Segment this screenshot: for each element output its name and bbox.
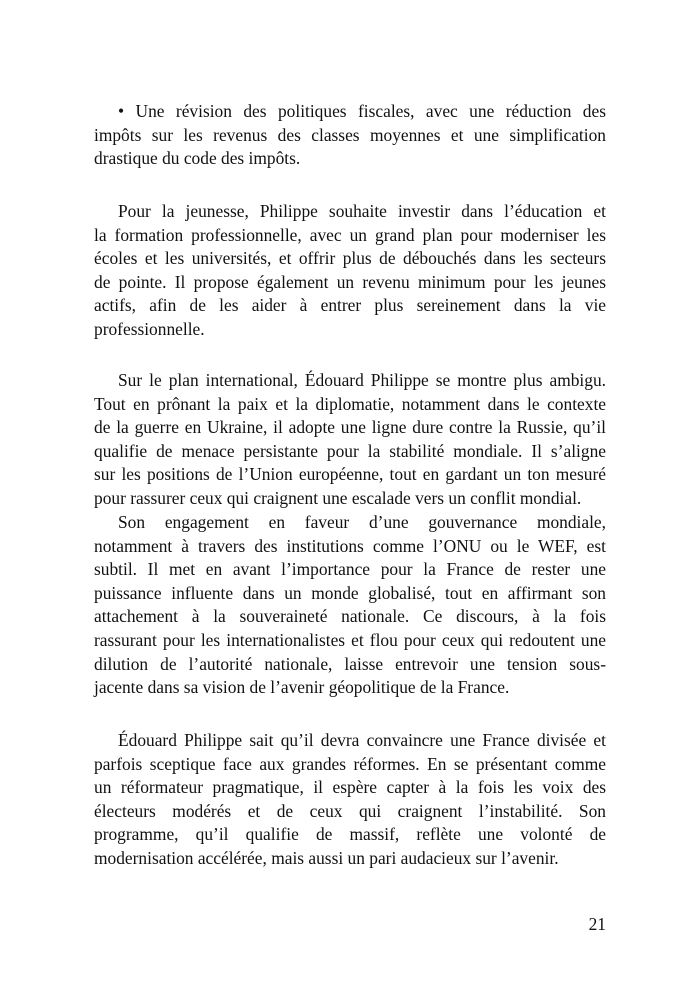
text-line: sur les positions de l’Union européenne, tout en gardant un ton mesuré	[94, 464, 606, 485]
text-line: impôts sur les revenus des classes moyennes et une simplification	[94, 124, 606, 145]
text-line: Tout en prônant la paix et la diplomatie, notamment dans le contexte	[94, 393, 606, 414]
paragraph	[94, 369, 606, 511]
text-line: parfois sceptique face aux grandes réformes. En se présentant comme	[94, 753, 606, 774]
paragraph	[94, 200, 606, 342]
text-line: un réformateur pragmatique, il espère capter à la fois les voix des	[94, 777, 606, 798]
text-line: qualifie de menace persistante pour la stabilité mondiale. Il s’aligne	[94, 440, 606, 461]
text-line: la formation professionnelle, avec un grand plan pour moderniser les	[94, 224, 606, 245]
paragraph	[94, 729, 606, 871]
paragraph	[94, 100, 606, 171]
text-line: • Une révision des politiques fiscales, avec une réduction des	[118, 101, 606, 121]
text-line: Pour la jeunesse, Philippe souhaite investir dans l’éducation et	[118, 201, 606, 221]
text-line: dilution de l’autorité nationale, laisse entrevoir une tension sous-	[94, 653, 606, 674]
text-line: pour rassurer ceux qui craignent une escalade vers un conflit mondial.	[94, 487, 582, 508]
text-line: programme, qu’il qualifie de massif, reflète une volonté de	[94, 824, 606, 845]
text-line: notamment à travers des institutions comme l’ONU ou le WEF, est	[94, 535, 606, 556]
text-line: modernisation accélérée, mais aussi un pari audacieux sur l’avenir.	[94, 847, 559, 868]
text-line: professionnelle.	[94, 318, 205, 339]
text-line: de pointe. Il propose également un revenu minimum pour les jeunes	[94, 271, 606, 292]
text-line: jacente dans sa vision de l’avenir géopolitique de la France.	[94, 677, 510, 698]
text-line: Son engagement en faveur d’une gouvernance mondiale,	[118, 512, 606, 532]
text-line: actifs, afin de les aider à entrer plus sereinement dans la vie	[94, 295, 606, 316]
text-line: écoles et les universités, et offrir plus de débouchés dans les secteurs	[94, 248, 606, 269]
text-line: puissance influente dans un monde globalisé, tout en affirmant son	[94, 582, 606, 603]
page-number: 21	[588, 914, 606, 934]
text-line: drastique du code des impôts.	[94, 148, 301, 169]
text-line: rassurant pour les internationalistes et flou pour ceux qui redoutent une	[94, 629, 606, 650]
text-line: électeurs modérés et de ceux qui craignent l’instabilité. Son	[94, 800, 606, 821]
text-line: de la guerre en Ukraine, il adopte une ligne dure contre la Russie, qu’il	[94, 417, 606, 438]
text-line: Sur le plan international, Édouard Philippe se montre plus ambigu.	[118, 370, 606, 390]
paragraph	[94, 511, 606, 700]
text-line: attachement à la souveraineté nationale. Ce discours, à la fois	[94, 606, 606, 627]
text-line: Édouard Philippe sait qu’il devra convaincre une France divisée et	[118, 730, 606, 750]
text-line: subtil. Il met en avant l’importance pour la France de rester une	[94, 559, 606, 580]
